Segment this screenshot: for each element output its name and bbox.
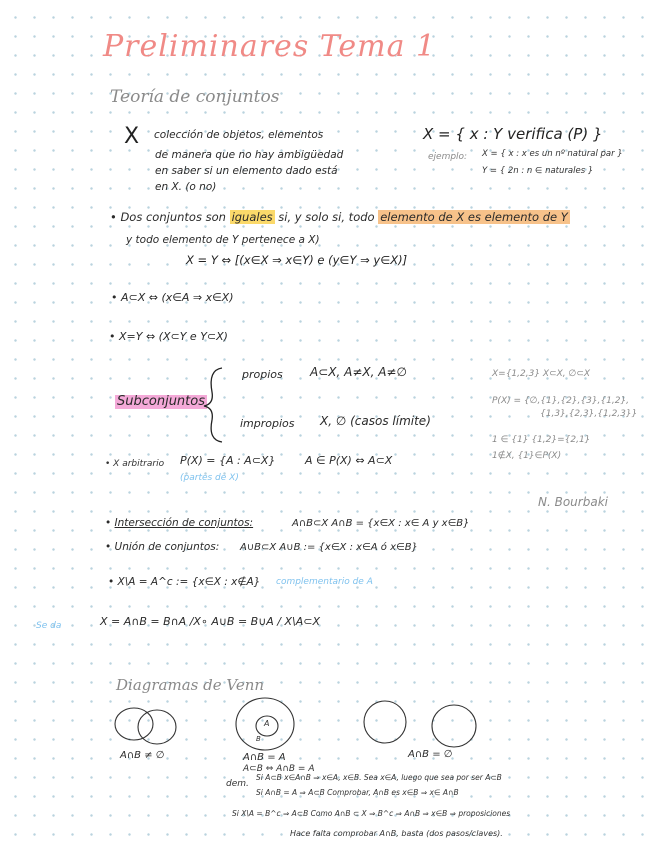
venn3-circle-a (364, 701, 406, 743)
equal-sets-line-2: y todo elemento de Y pertenece a X) (126, 234, 320, 246)
complement-note: complementario de A (276, 577, 373, 587)
venn-label-2a: A∩B = A (243, 752, 286, 763)
set-builder-formula: X = { x : Y verifica (P) } (423, 125, 603, 143)
def-line-4: en X. (o no) (155, 181, 217, 193)
power-set-formula-2: A ∈ P(X) ⇔ A⊂X (305, 454, 393, 467)
example-line-2: Y = { 2n : n ∈ naturales } (482, 166, 594, 176)
side-note-3: {1,3},{2,3},{1,2,3}} (540, 409, 638, 419)
page-title: Preliminares Tema 1 (103, 29, 437, 64)
side-note-5: 1∉X, {1}∈P(X) (492, 451, 562, 461)
side-label-se-da: Se da (36, 621, 62, 631)
commutative-properties: X = A∩B = B∩A /X∘ A∪B = B∪A / X\A⊂X (100, 615, 320, 628)
proof-line-4: Hace falta comprobar A∩B, basta (dos pasos/claves). (290, 829, 503, 838)
union-expr: A∪B⊂X A∪B := {x∈X : x∈A ó x∈B} (240, 542, 418, 553)
subset-definition: • A⊂X ⇔ (x∈A ⇒ x∈X) (111, 291, 234, 304)
proof-line-2: Si A∩B = A ⇒ A⊂B Comprobar, A∩B es x∈B ⇒ x∈ A∩B (256, 788, 459, 797)
proof-line-3: Si X\A = B^c ⇒ A⊂B Como A∩B ⊂ X ⇒ B^c ⇒ A∩B ⇒ x∈B ⇒ proposiciones (232, 809, 511, 818)
venn-heading: Diagramas de Venn (116, 676, 265, 694)
section-heading-sets: Teoría de conjuntos (110, 87, 280, 107)
side-note-4: 1 ∈ {1} {1,2}={2,1} (492, 435, 591, 445)
venn-label-1: A∩B ≠ ∅ (120, 750, 165, 761)
intersection-label-text: Intersección de conjuntos: (114, 517, 254, 529)
venn1-circle-b (138, 710, 176, 744)
power-set-formula: P(X) = {A : A⊂X} (180, 454, 276, 467)
union-label: • Unión de conjuntos: (105, 541, 220, 553)
proof-dem-label: dem. (226, 779, 249, 789)
impropios-label: impropios (240, 417, 295, 430)
def-line-1: colección de objetos, elementos (154, 129, 324, 141)
side-note-2: P(X) = {∅,{1},{2},{3},{1,2}, (492, 396, 630, 406)
equal-sets-mid: si, y solo si, todo (274, 210, 379, 224)
venn3-circle-b (432, 705, 476, 747)
arbitrary-label: • X arbitrario (105, 459, 165, 469)
venn-inner-a: A (264, 719, 270, 728)
intersection-expr: A∩B⊂X A∩B = {x∈X : x∈ A y x∈B} (292, 518, 470, 529)
equality-definition: • X=Y ⇔ (X⊂Y e Y⊂X) (109, 330, 228, 343)
example-label: ejemplo: (428, 152, 468, 162)
example-line-1: X = { x : x es un nº natural par } (482, 149, 623, 159)
equal-sets-pre: • Dos conjuntos son (110, 210, 230, 224)
def-line-2: de manera que no hay ambigüedad (155, 149, 344, 161)
proof-line-1: Si A⊂B x∈A∩B ⇒ x∈A, x∈B. Sea x∈A, luego que sea por ser A⊂B (256, 773, 502, 782)
side-note-1: X={1,2,3} X⊂X, ∅⊂X (492, 369, 591, 379)
venn-label-3: A∩B = ∅ (408, 749, 453, 760)
def-line-3: en saber si un elemento dado está (155, 165, 338, 177)
equal-sets-highlight: elemento de X es elemento de Y (380, 210, 568, 224)
subsets-label: Subconjuntos (117, 394, 205, 409)
bourbaki-note: N. Bourbaki (538, 495, 608, 509)
set-symbol: X (124, 124, 140, 149)
equal-sets-formula: X = Y ⇔ [(x∈X ⇒ x∈Y) e (y∈Y ⇒ y∈X)] (186, 253, 408, 267)
venn-label-2b: A⊂B ⇔ A∩B = A (243, 764, 315, 774)
propios-expr: A⊂X, A≠X, A≠∅ (310, 365, 407, 379)
power-set-note: (partes de X) (180, 473, 239, 483)
equal-sets-word: iguales (231, 210, 273, 224)
complement-expr: • X\A = A^c := {x∈X : x∉A} (108, 576, 261, 588)
propios-label: propios (242, 368, 283, 381)
impropios-expr: X, ∅ (casos límite) (320, 414, 431, 428)
intersection-label: • Intersección de conjuntos: (105, 517, 254, 529)
venn-inner-b: B (256, 735, 261, 743)
